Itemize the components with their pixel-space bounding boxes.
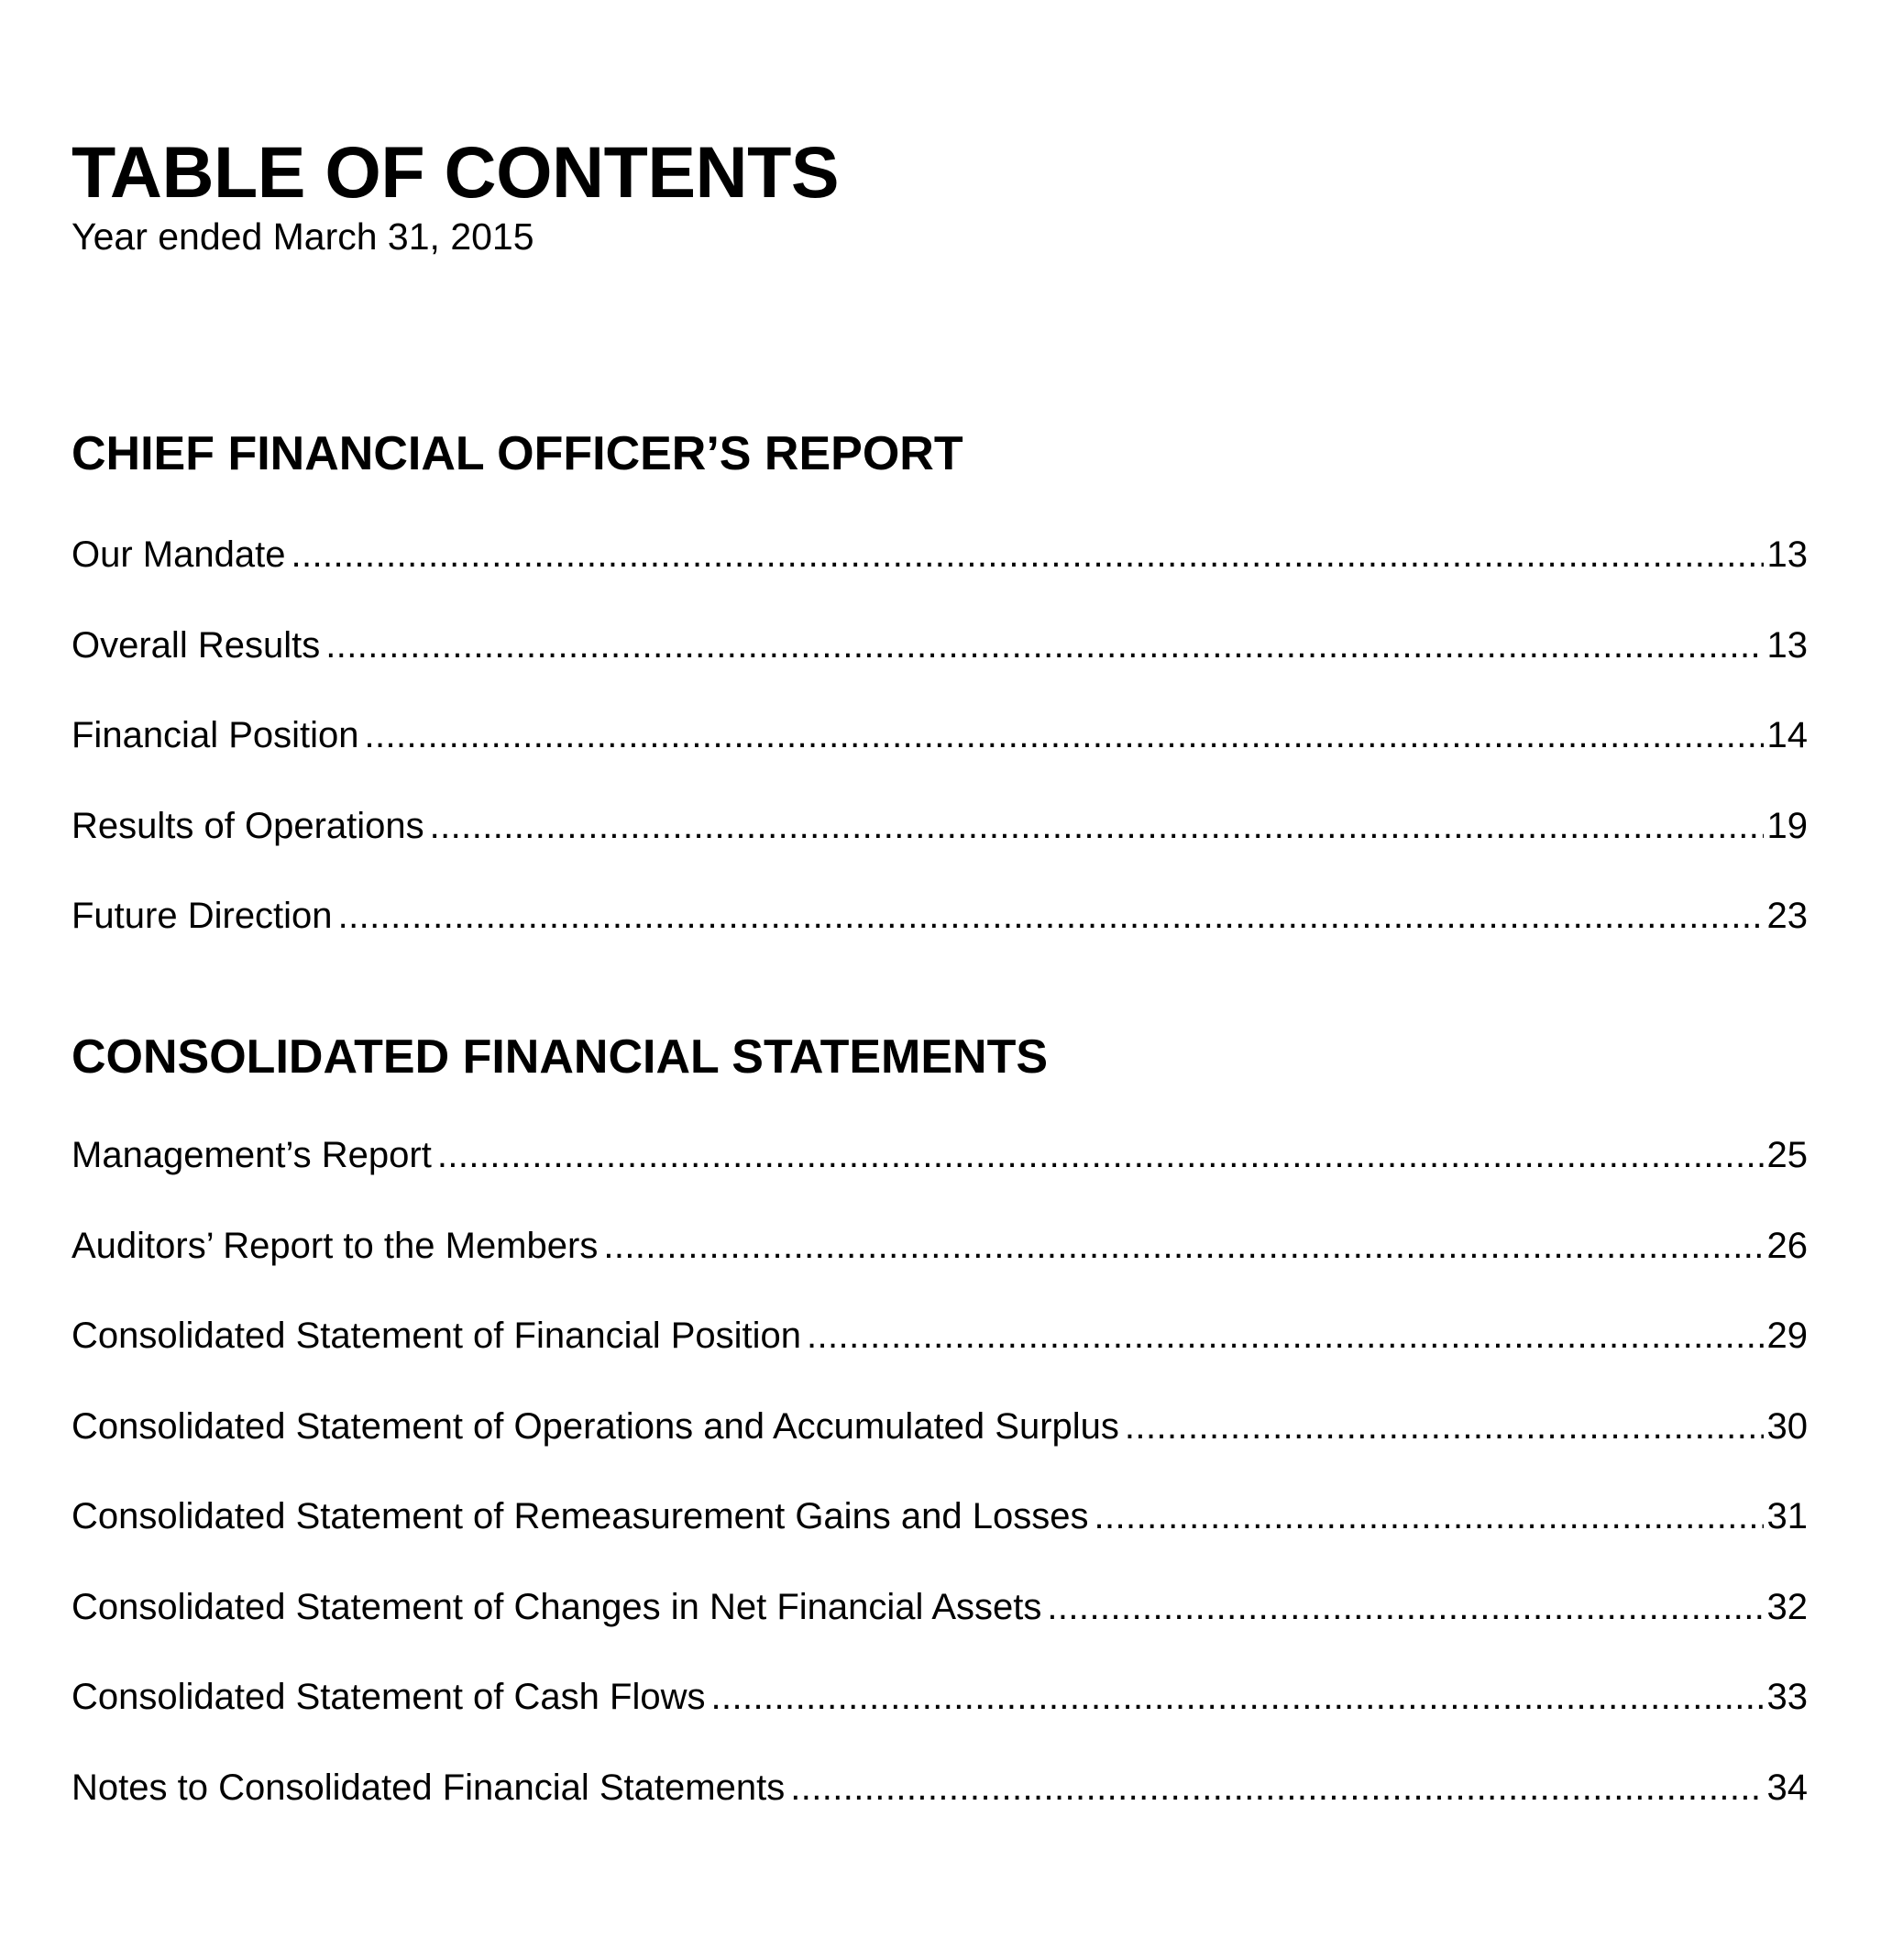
toc-entry-label: Financial Position (72, 715, 359, 755)
toc-entry-label: Consolidated Statement of Changes in Net Financial Assets (72, 1586, 1042, 1627)
dot-leader (790, 1769, 1763, 1806)
dot-leader (437, 1137, 1764, 1173)
dot-leader (325, 627, 1763, 664)
dot-leader (1125, 1408, 1764, 1445)
toc-entry-label: Our Mandate (72, 534, 286, 575)
dot-leader (1047, 1589, 1763, 1625)
toc-entry-page-number: 34 (1766, 1767, 1808, 1808)
toc-entry-page-number: 33 (1766, 1677, 1808, 1717)
toc-entry-statement-financial-position[interactable] (72, 1317, 1808, 1408)
dot-leader (430, 808, 1764, 844)
toc-entry-page-number: 32 (1766, 1586, 1808, 1627)
toc-entry-label: Overall Results (72, 624, 321, 666)
toc-entry-page-number: 29 (1766, 1316, 1808, 1356)
toc-entry-label: Notes to Consolidated Financial Statements (72, 1767, 786, 1808)
toc-entry-page-number: 30 (1766, 1405, 1808, 1447)
toc-entry-statement-remeasurement[interactable] (72, 1498, 1808, 1589)
toc-entry-statement-operations[interactable] (72, 1405, 1808, 1499)
toc-entry-page-number: 13 (1766, 624, 1808, 666)
dot-leader (291, 536, 1763, 573)
toc-entry-page-number: 23 (1766, 896, 1808, 936)
toc-entry-label: Consolidated Statement of Financial Position (72, 1316, 802, 1356)
toc-entry-label: Auditors’ Report to the Members (72, 1225, 599, 1266)
toc-entry-page-number: 19 (1766, 805, 1808, 846)
toc-entry-page-number: 13 (1766, 534, 1808, 575)
toc-entry-managements-report[interactable] (72, 1137, 1808, 1228)
toc-list-cfo-report (72, 536, 1808, 988)
page-subtitle: Year ended March 31, 2015 (72, 215, 534, 258)
toc-entry-statement-net-financial-assets[interactable] (72, 1586, 1808, 1679)
toc-entry-label: Consolidated Statement of Operations and Accumulated Surplus (72, 1405, 1119, 1447)
dot-leader (338, 897, 1764, 934)
toc-entry-financial-position[interactable] (72, 717, 1808, 808)
toc-entry-label: Results of Operations (72, 805, 424, 846)
toc-entry-future-direction[interactable] (72, 897, 1808, 988)
toc-entry-label: Consolidated Statement of Cash Flows (72, 1677, 706, 1717)
toc-entry-results-of-operations[interactable] (72, 805, 1808, 898)
dot-leader (807, 1317, 1763, 1354)
toc-entry-label: Future Direction (72, 896, 333, 936)
section-heading-consolidated-statements: CONSOLIDATED FINANCIAL STATEMENTS (72, 1030, 1049, 1084)
dot-leader (365, 717, 1764, 754)
toc-list-consolidated-statements (72, 1137, 1808, 1859)
toc-entry-overall-results[interactable] (72, 624, 1808, 718)
toc-entry-our-mandate[interactable] (72, 536, 1808, 627)
dot-leader (1094, 1498, 1764, 1535)
toc-entry-auditors-report[interactable] (72, 1225, 1808, 1318)
dot-leader (710, 1679, 1763, 1715)
toc-entry-page-number: 31 (1766, 1496, 1808, 1536)
dot-leader (603, 1228, 1763, 1264)
toc-entry-notes[interactable] (72, 1769, 1808, 1860)
toc-entry-page-number: 26 (1766, 1225, 1808, 1266)
toc-entry-page-number: 25 (1766, 1135, 1808, 1175)
toc-entry-statement-cash-flows[interactable] (72, 1679, 1808, 1769)
page-title: TABLE OF CONTENTS (72, 131, 840, 213)
toc-entry-label: Consolidated Statement of Remeasurement Gains and Losses (72, 1496, 1089, 1536)
section-heading-cfo-report: CHIEF FINANCIAL OFFICER’S REPORT (72, 427, 963, 480)
toc-entry-label: Management’s Report (72, 1135, 432, 1175)
toc-entry-page-number: 14 (1766, 715, 1808, 755)
